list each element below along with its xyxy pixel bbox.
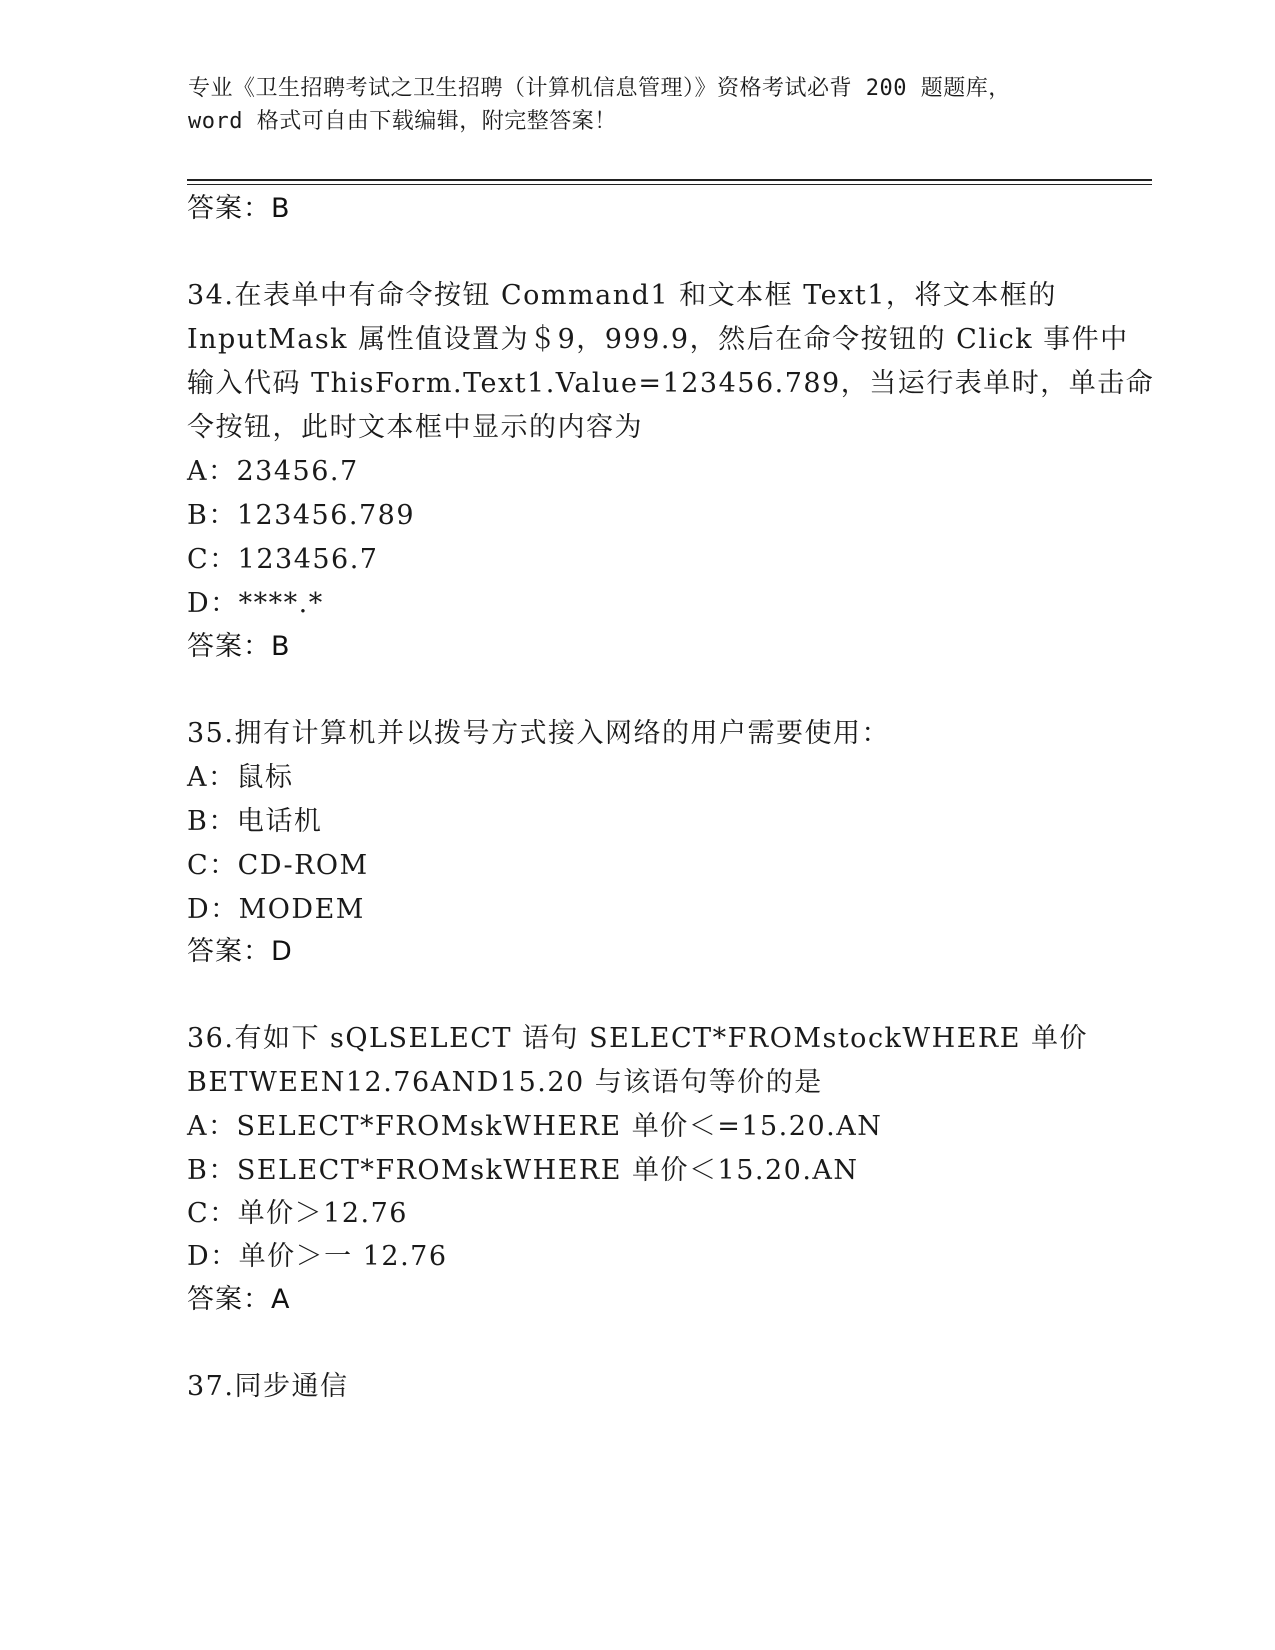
question-34-line-4: 令按钮，此时文本框中显示的内容为 bbox=[187, 412, 643, 443]
question-35-option-a: A：鼠标 bbox=[187, 762, 294, 793]
question-36-option-c: C：单价＞12.76 bbox=[187, 1198, 408, 1229]
header-divider-thick bbox=[187, 179, 1152, 181]
question-36-option-a: A：SELECT*FROMskWHERE 单价＜=15.20.AN bbox=[187, 1111, 883, 1142]
answer-34: 答案：B bbox=[187, 631, 291, 662]
question-37-line-1: 37.同步通信 bbox=[187, 1371, 349, 1402]
question-34-option-d: D：****.* bbox=[187, 588, 324, 619]
document-header bbox=[188, 72, 1088, 138]
question-36-line-1: 36.有如下 sQLSELECT 语句 SELECT*FROMstockWHERE 单价 bbox=[187, 1023, 1089, 1054]
header-title-line-2: word 格式可自由下载编辑，附完整答案！ bbox=[188, 109, 617, 134]
question-35-option-d: D：MODEM bbox=[187, 894, 365, 925]
header-divider-thin bbox=[187, 184, 1152, 185]
question-34-line-3: 输入代码 ThisForm.Text1.Value=123456.789，当运行表单时，单击命 bbox=[187, 368, 1155, 399]
header-title-line-1: 专业《卫生招聘考试之卫生招聘（计算机信息管理）》资格考试必背 200 题题库， bbox=[188, 76, 1011, 101]
question-35-line-1: 35.拥有计算机并以拨号方式接入网络的用户需要使用： bbox=[187, 718, 890, 749]
question-36-option-b: B：SELECT*FROMskWHERE 单价＜15.20.AN bbox=[187, 1155, 859, 1186]
question-34-line-2: InputMask 属性值设置为＄9，999.9，然后在命令按钮的 Click 事件中 bbox=[187, 324, 1129, 355]
question-35-option-b: B：电话机 bbox=[187, 806, 323, 837]
question-36-line-2: BETWEEN12.76AND15.20 与该语句等价的是 bbox=[187, 1067, 823, 1098]
question-36-option-d: D：单价＞一 12.76 bbox=[187, 1241, 448, 1272]
answer-35: 答案：D bbox=[187, 936, 293, 967]
question-34-option-a: A：23456.7 bbox=[187, 456, 359, 487]
question-34-option-b: B：123456.789 bbox=[187, 500, 416, 531]
answer-33: 答案：B bbox=[187, 193, 291, 224]
answer-36: 答案：A bbox=[187, 1284, 291, 1315]
question-34-option-c: C：123456.7 bbox=[187, 544, 379, 575]
question-34-line-1: 34.在表单中有命令按钮 Command1 和文本框 Text1，将文本框的 bbox=[187, 280, 1057, 311]
question-35-option-c: C：CD-ROM bbox=[187, 850, 369, 881]
